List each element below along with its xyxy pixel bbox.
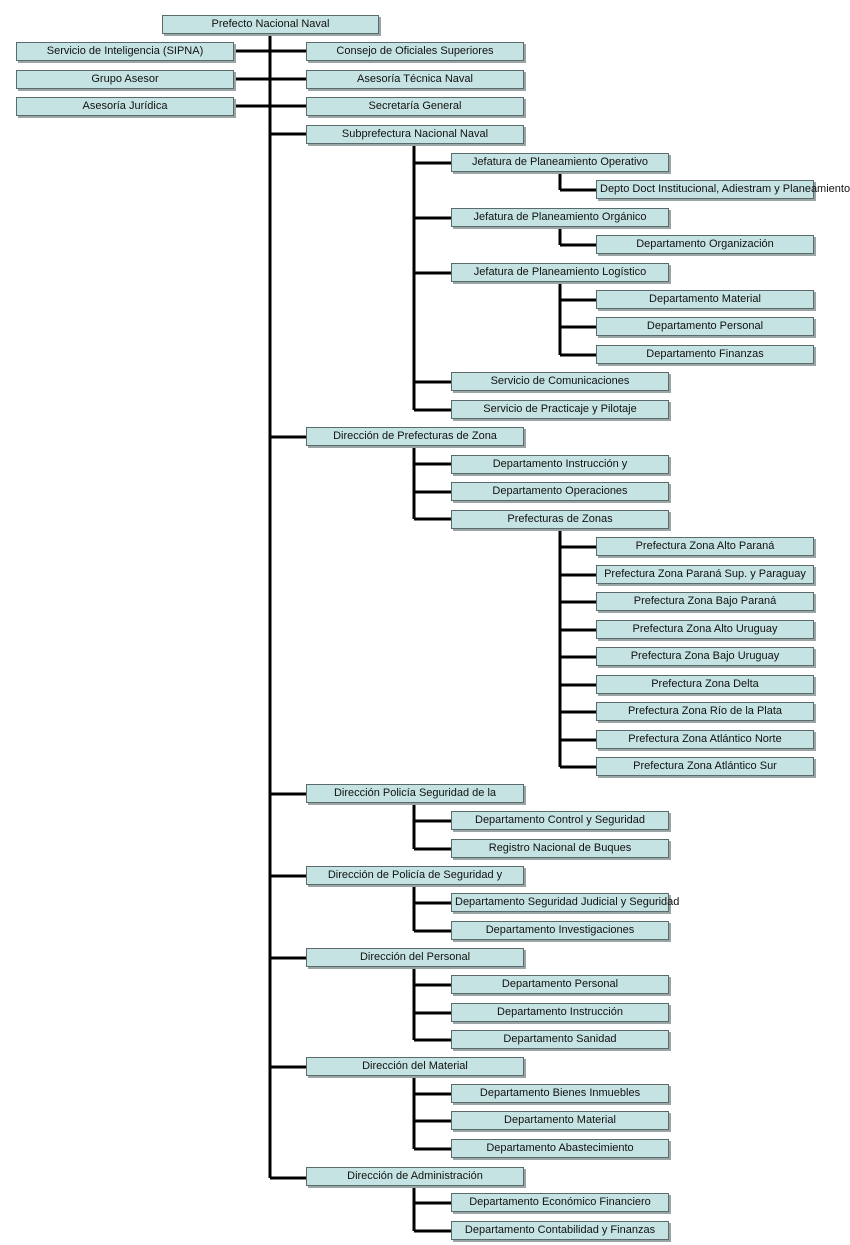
node-depto-instruccion: Departamento Instrucción [451,1003,669,1022]
node-zona-alto-uruguay: Prefectura Zona Alto Uruguay [596,620,814,639]
node-direccion-policia-seguridad-2: Dirección de Policía de Seguridad y [306,866,524,885]
node-servicio-inteligencia: Servicio de Inteligencia (SIPNA) [16,42,234,61]
node-servicio-practicaje: Servicio de Practicaje y Pilotaje [451,400,669,419]
node-direccion-material: Dirección del Material [306,1057,524,1076]
node-depto-instruccion-zona: Departamento Instrucción y [451,455,669,474]
node-zona-alto-parana: Prefectura Zona Alto Paraná [596,537,814,556]
node-depto-material: Departamento Material [451,1111,669,1130]
node-zona-atlantico-norte: Prefectura Zona Atlántico Norte [596,730,814,749]
node-depto-doct-institucional: Depto Doct Institucional, Adiestram y Planeamiento [596,180,814,199]
node-depto-sanidad: Departamento Sanidad [451,1030,669,1049]
node-depto-abastecimiento: Departamento Abastecimiento [451,1139,669,1158]
node-zona-bajo-uruguay: Prefectura Zona Bajo Uruguay [596,647,814,666]
node-depto-operaciones: Departamento Operaciones [451,482,669,501]
node-zona-delta: Prefectura Zona Delta [596,675,814,694]
node-depto-investigaciones: Departamento Investigaciones [451,921,669,940]
node-consejo-oficiales: Consejo de Oficiales Superiores [306,42,524,61]
node-depto-finanzas-log: Departamento Finanzas [596,345,814,364]
node-grupo-asesor: Grupo Asesor [16,70,234,89]
node-direccion-personal: Dirección del Personal [306,948,524,967]
node-jefatura-logistico: Jefatura de Planeamiento Logístico [451,263,669,282]
node-asesoria-tecnica: Asesoría Técnica Naval [306,70,524,89]
node-depto-personal: Departamento Personal [451,975,669,994]
node-depto-material-log: Departamento Material [596,290,814,309]
node-depto-seguridad-judicial: Departamento Seguridad Judicial y Seguridad [451,893,669,912]
node-depto-economico-financiero: Departamento Económico Financiero [451,1193,669,1212]
node-zona-atlantico-sur: Prefectura Zona Atlántico Sur [596,757,814,776]
node-prefecto-nacional-naval: Prefecto Nacional Naval [162,15,379,34]
node-asesoria-juridica: Asesoría Jurídica [16,97,234,116]
node-servicio-comunicaciones: Servicio de Comunicaciones [451,372,669,391]
node-zona-rio-de-la-plata: Prefectura Zona Río de la Plata [596,702,814,721]
node-jefatura-organico: Jefatura de Planeamiento Orgánico [451,208,669,227]
node-zona-bajo-parana: Prefectura Zona Bajo Paraná [596,592,814,611]
node-depto-bienes-inmuebles: Departamento Bienes Inmuebles [451,1084,669,1103]
node-prefecturas-de-zonas: Prefecturas de Zonas [451,510,669,529]
node-depto-organizacion: Departamento Organización [596,235,814,254]
node-direccion-policia-seguridad-1: Dirección Policía Seguridad de la [306,784,524,803]
node-registro-nacional-buques: Registro Nacional de Buques [451,839,669,858]
node-subprefectura: Subprefectura Nacional Naval [306,125,524,144]
node-jefatura-operativo: Jefatura de Planeamiento Operativo [451,153,669,172]
node-zona-parana-sup-paraguay: Prefectura Zona Paraná Sup. y Paraguay [596,565,814,584]
node-secretaria-general: Secretaría General [306,97,524,116]
node-direccion-administracion: Dirección de Administración [306,1167,524,1186]
node-depto-contabilidad-finanzas: Departamento Contabilidad y Finanzas [451,1221,669,1240]
node-depto-control-seguridad: Departamento Control y Seguridad [451,811,669,830]
node-direccion-prefecturas-zona: Dirección de Prefecturas de Zona [306,427,524,446]
node-depto-personal-log: Departamento Personal [596,317,814,336]
